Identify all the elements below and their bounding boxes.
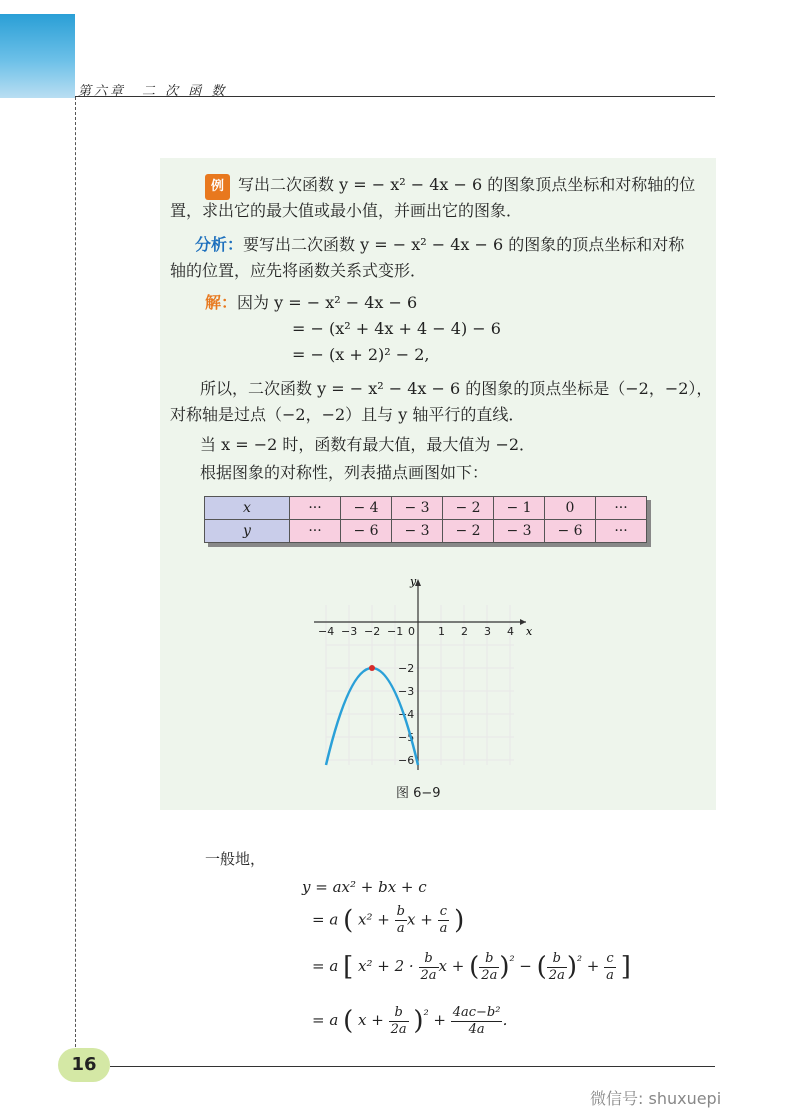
fraction-c-over-a: $\frac{c}{a}$: [439, 904, 448, 936]
parabola-graph: [300, 575, 540, 775]
table-cell: − 3: [392, 497, 443, 520]
derivation-line2: = a ( x² + $\frac{b}{a}$ x + $\frac{c}{a}$ ): [312, 904, 465, 936]
x-tick-label: 2: [461, 625, 468, 638]
table-x-label: x: [205, 497, 290, 520]
x-axis-label: x: [526, 625, 533, 638]
wechat-watermark: 微信号: shuxuepi: [590, 1089, 722, 1108]
table-cell: − 2: [443, 497, 494, 520]
y-axis-label: y: [410, 575, 417, 588]
x-tick-label: −4: [318, 625, 335, 638]
fraction-b-over-2a: $\frac{b}{2a}$: [420, 950, 437, 983]
analysis-line1: 分析：要写出二次函数 y = − x² − 4x − 6 的图象的顶点坐标和对称: [195, 235, 685, 254]
derivation-line1: y = ax² + bx + c: [302, 878, 427, 896]
x-tick-label: −1: [387, 625, 404, 638]
table-cell: − 1: [494, 497, 545, 520]
table-cell: − 6: [341, 520, 392, 543]
analysis-label: 分析：: [195, 235, 244, 254]
table-cell: − 6: [545, 520, 596, 543]
table-cell: − 2: [443, 520, 494, 543]
table-row-y: [205, 520, 647, 543]
fraction-b-over-2a: $\frac{b}{2a}$: [548, 950, 565, 983]
table-cell: − 3: [392, 520, 443, 543]
value-table: [204, 496, 647, 543]
example-badge: 例: [205, 174, 230, 200]
y-tick-label: −4: [398, 708, 415, 721]
x-tick-label: 0: [408, 625, 415, 638]
margin-dashed-line: [75, 97, 76, 1057]
derivation-line4: = a ( x + $\frac{b}{2a}$ )$^{^2}$ + $\frac{\text{4ac−b²}}{4a}$ ．: [312, 1004, 518, 1037]
conclusion-line1: 所以，二次函数 y = − x² − 4x − 6 的图象的顶点坐标是（−2，−2），: [200, 379, 713, 398]
y-tick-label: −6: [398, 754, 415, 767]
maximum-line: 当 x = −2 时，函数有最大值，最大值为 −2．: [200, 435, 536, 454]
table-cell: − 3: [494, 520, 545, 543]
figure-caption: 图 6−9: [396, 786, 441, 801]
table-cell: ···: [290, 520, 341, 543]
conclusion-line2: 对称轴是过点（−2，−2）且与 y 轴平行的直线．: [170, 405, 525, 424]
table-cell: − 4: [341, 497, 392, 520]
table-cell: ···: [596, 497, 647, 520]
fraction-b-over-a: $\frac{b}{a}$: [396, 904, 405, 936]
x-tick-label: −2: [364, 625, 381, 638]
vertex-point: [369, 665, 375, 671]
table-y-label: y: [205, 520, 290, 543]
fraction-b-over-2a: $\frac{b}{2a}$: [390, 1004, 407, 1037]
x-tick-label: 1: [438, 625, 445, 638]
derivation-intro: 一般地，: [205, 850, 266, 868]
fraction-b-over-2a: $\frac{b}{2a}$: [481, 950, 498, 983]
footer-rule: [110, 1066, 715, 1067]
corner-decoration: [0, 14, 75, 98]
solution-line3: = − (x + 2)² − 2,: [292, 345, 430, 364]
derivation-line3: = a [ x² + 2 · $\frac{b}{2a}$ x + ( $\frac{b}{2a}$ )$^{^2}$ − ( $\frac{b}{2a}$ )$^{^2}$ + $\frac{c}{a}$ ]: [312, 950, 631, 983]
example-question-line2: 置，求出它的最大值或最小值，并画出它的图象．: [170, 201, 523, 220]
y-tick-label: −3: [398, 685, 415, 698]
analysis-line2: 轴的位置，应先将函数关系式变形．: [170, 261, 427, 280]
example-question-line1: 例 写出二次函数 y = − x² − 4x − 6 的图象顶点坐标和对称轴的位: [205, 172, 695, 200]
table-cell: 0: [545, 497, 596, 520]
solution-label: 解：: [205, 293, 238, 312]
fraction-4ac-minus-b2-over-4a: $\frac{\text{4ac−b²}}{4a}$: [452, 1004, 501, 1037]
y-tick-label: −2: [398, 662, 415, 675]
y-tick-label: −5: [398, 731, 415, 744]
solution-line2: = − (x² + 4x + 4 − 4) − 6: [292, 319, 501, 338]
chapter-header: 第六章 二 次 函 数: [78, 84, 228, 99]
x-tick-label: 4: [507, 625, 514, 638]
table-cell: ···: [596, 520, 647, 543]
table-row-x: [205, 497, 647, 520]
table-intro: 根据图象的对称性，列表描点画图如下：: [200, 463, 489, 482]
x-tick-label: 3: [484, 625, 491, 638]
fraction-c-over-a: $\frac{c}{a}$: [606, 950, 614, 983]
solution-line1: 解：因为 y = − x² − 4x − 6: [205, 293, 418, 312]
table-cell: ···: [290, 497, 341, 520]
header-rule: [75, 96, 715, 97]
page-number: 16: [58, 1048, 110, 1082]
x-tick-label: −3: [341, 625, 358, 638]
